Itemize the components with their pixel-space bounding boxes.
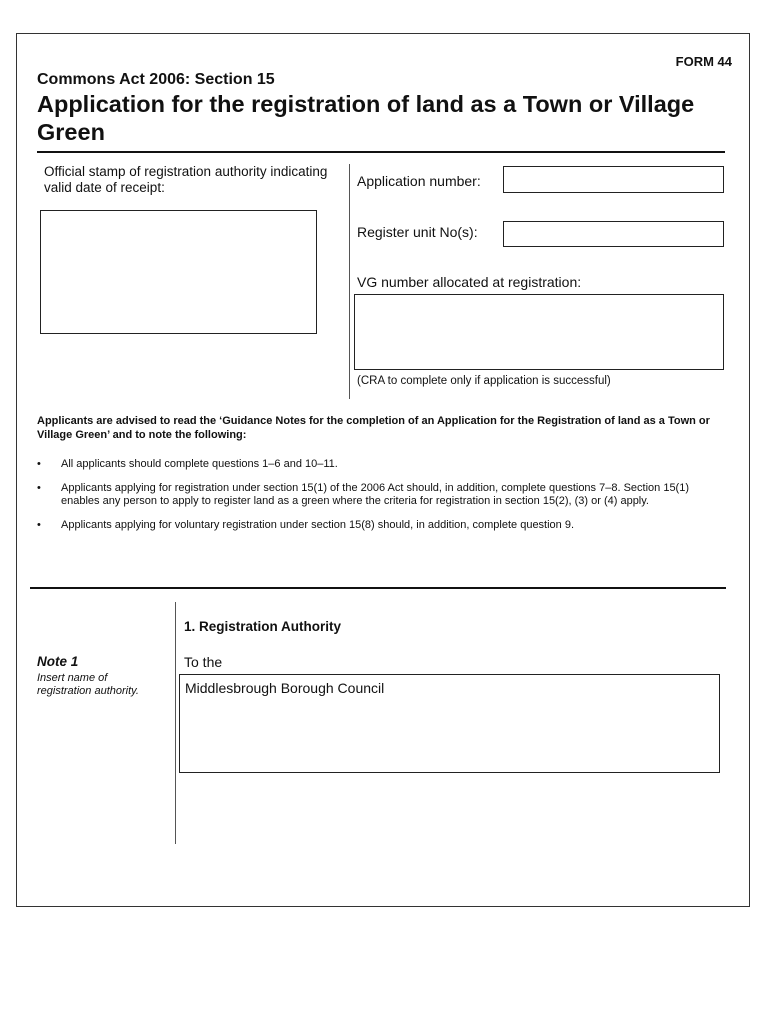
bullet-icon: • bbox=[37, 519, 41, 531]
registration-authority-field[interactable] bbox=[179, 674, 720, 773]
form-page bbox=[16, 33, 750, 907]
stamp-box bbox=[40, 210, 317, 334]
list-item: • Applicants applying for voluntary registration under section 15(8) should, in addition, complete question 9. bbox=[37, 519, 575, 531]
stamp-caption: Official stamp of registration authority indicating valid date of receipt: bbox=[44, 164, 328, 195]
list-item: • All applicants should complete questions 1–6 and 10–11. bbox=[37, 458, 338, 470]
to-the-label: To the bbox=[184, 654, 223, 670]
section-1-title: 1. Registration Authority bbox=[184, 619, 342, 634]
form-number: FORM 44 bbox=[675, 54, 732, 69]
note-1-title: Note 1 bbox=[37, 654, 79, 669]
page-title: Application for the registration of land as a Town or Village Green bbox=[37, 91, 695, 145]
application-number-field[interactable] bbox=[503, 166, 724, 193]
title-divider bbox=[37, 151, 725, 153]
act-reference: Commons Act 2006: Section 15 bbox=[37, 71, 275, 88]
bullet-icon: • bbox=[37, 482, 41, 494]
list-item: • Applicants applying for registration under section 15(1) of the 2006 Act should, in addition, complete questions 7–8. Section 15(1) enables any person to apply to register land as a green where the criteria for registration in section 15(2), (3) or (4) apply. bbox=[37, 482, 689, 507]
register-unit-field[interactable] bbox=[503, 221, 724, 247]
guidance-advice: Applicants are advised to read the ‘Guidance Notes for the completion of an Application for the Registration of land as a Town or Village Green’ and to note the following: bbox=[37, 415, 710, 441]
bullet-icon: • bbox=[37, 458, 41, 470]
register-unit-label: Register unit No(s): bbox=[357, 224, 478, 240]
note-1-text: Insert name of registration authority. bbox=[37, 672, 139, 697]
application-number-label: Application number: bbox=[357, 173, 481, 189]
vg-number-field[interactable] bbox=[354, 294, 724, 370]
section-column-divider bbox=[175, 602, 176, 844]
column-divider bbox=[349, 164, 350, 399]
vg-number-label: VG number allocated at registration: bbox=[357, 274, 582, 290]
cra-note: (CRA to complete only if application is successful) bbox=[357, 375, 611, 387]
registration-authority-value: Middlesbrough Borough Council bbox=[185, 680, 385, 696]
instructions-list bbox=[37, 458, 727, 543]
section-divider bbox=[30, 587, 726, 589]
